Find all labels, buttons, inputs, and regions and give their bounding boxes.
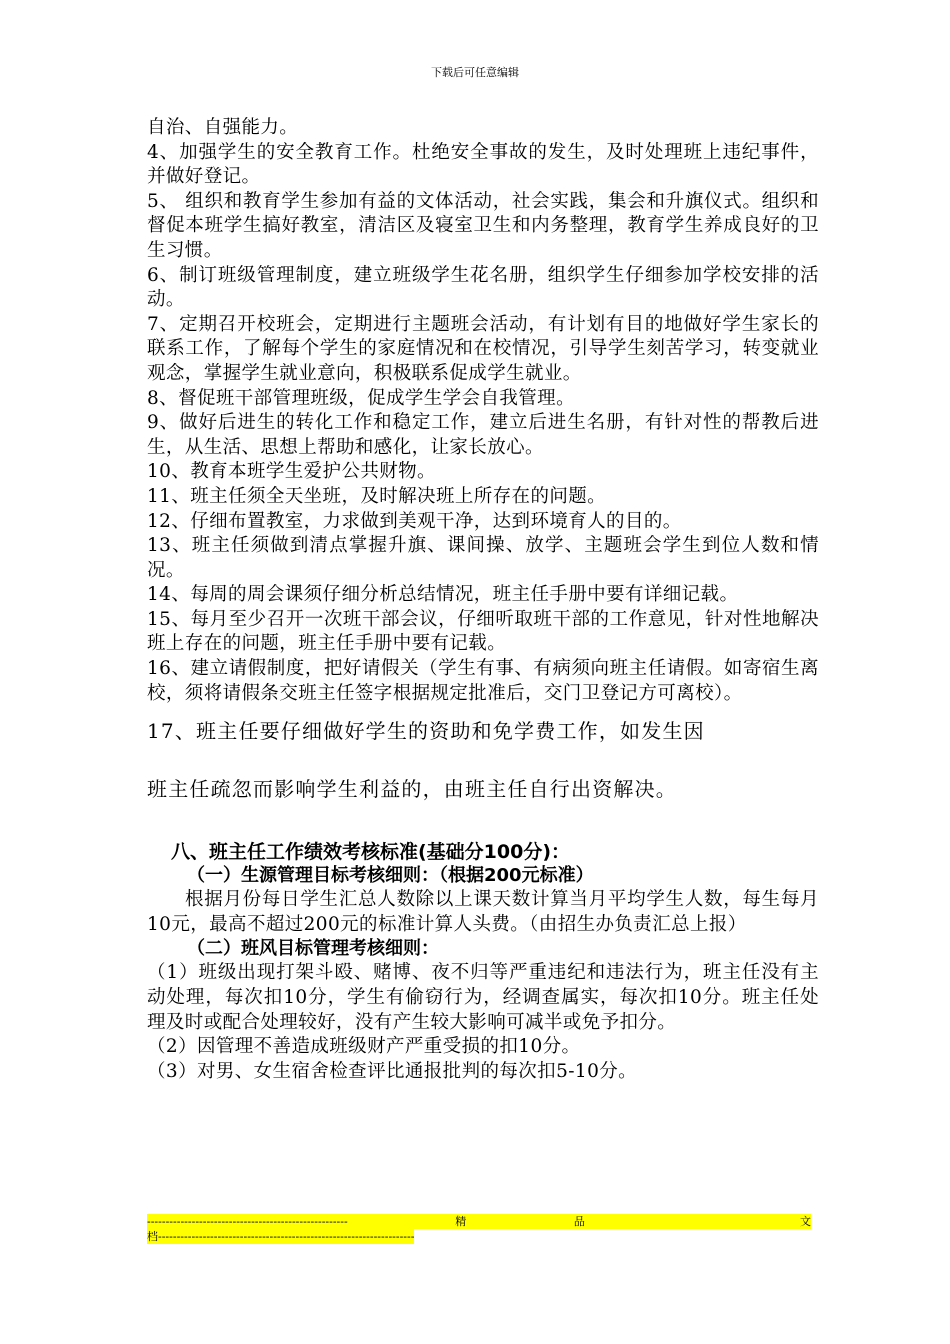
list-item: 11、班主任须全天坐班，及时解决班上所存在的问题。 bbox=[147, 485, 607, 507]
list-item: 13、班主任须做到清点掌握升旗、课间操、放学、主题班会学生到位人数和情况。 bbox=[147, 535, 819, 581]
list-item: 自治、自强能力。 bbox=[147, 117, 299, 138]
list-item: 10、教育本班学生爱护公共财物。 bbox=[147, 461, 436, 483]
item-17-line2: 班主任疏忽而影响学生利益的，由班主任自行出资解决。 bbox=[147, 777, 677, 802]
footer-char: 精 bbox=[455, 1215, 467, 1228]
subsection-heading-class-style: （二）班风目标管理考核细则： bbox=[187, 938, 439, 960]
subsection-heading-source: （一）生源管理目标考核细则：（根据200元标准） bbox=[187, 865, 594, 887]
section-heading: 八、班主任工作绩效考核标准(基础分100分)： bbox=[171, 841, 571, 864]
rule-item: （1）班级出现打架斗殴、赌博、夜不归等严重违纪和违法行为，班主任没有主动处理，每次扣10分，学生有偷窃行为，经调查属实，每次扣10分。班主任处理及时或配合处理较好，没有产生较大影响可减半或免予扣分。 bbox=[147, 962, 819, 1033]
footer-dashes: ------------------------------------------------------ bbox=[147, 1215, 348, 1228]
list-item: 14、每周的周会课须仔细分析总结情况，班主任手册中要有详细记载。 bbox=[147, 584, 739, 606]
list-item: 5、 组织和教育学生参加有益的文体活动，社会实践，集会和升旗仪式。组织和督促本班学生搞好教室，清洁区及寝室卫生和内务整理，教育学生养成良好的卫生习惯。 bbox=[147, 190, 819, 261]
list-item: 9、做好后进生的转化工作和稳定工作，建立后进生名册，有针对性的帮教后进生，从生活、思想上帮助和感化，让家长放心。 bbox=[147, 412, 819, 458]
subsection-text-source: 根据月份每日学生汇总人数除以上课天数计算当月平均学生人数，每生每月10元，最高不超过200元的标准计算人头费。（由招生办负责汇总上报） bbox=[147, 889, 819, 935]
footer-char: 品 bbox=[573, 1215, 585, 1228]
page-header: 下载后可任意编辑 bbox=[431, 66, 519, 79]
list-item: 16、建立请假制度，把好请假关（学生有事、有病须向班主任请假。如寄宿生离校，须将请假条交班主任签字根据规定批准后，交门卫登记方可离校）。 bbox=[147, 658, 819, 704]
document-body bbox=[147, 116, 819, 1084]
rule-item: （3）对男、女生宿舍检查评比通报批判的每次扣5-10分。 bbox=[147, 1060, 638, 1082]
footer-char: 文 bbox=[799, 1215, 811, 1228]
list-item: 6、制订班级管理制度，建立班级学生花名册，组织学生仔细参加学校安排的活动。 bbox=[147, 264, 819, 311]
list-item: 15、每月至少召开一次班干部会议，仔细听取班干部的工作意见，针对性地解决班上存在的问题，班主任手册中要有记载。 bbox=[147, 608, 819, 655]
list-item: 4、加强学生的安全教育工作。杜绝安全事故的发生，及时处理班上违纪事件，并做好登记。 bbox=[147, 141, 819, 188]
footer-line-1 bbox=[147, 1214, 811, 1229]
footer-line-2: 档--------------------------------------------------------------------- bbox=[147, 1230, 415, 1243]
list-item: 7、定期召开校班会，定期进行主题班会活动，有计划有目的地做好学生家长的联系工作，了解每个学生的家庭情况和在校情况，引导学生刻苦学习，转变就业观念，掌握学生就业意向，积极联系促成学生就业。 bbox=[147, 313, 819, 384]
list-item: 12、仔细布置教室，力求做到美观干净，达到环境育人的目的。 bbox=[147, 510, 682, 532]
rule-item: （2）因管理不善造成班级财产严重受损的扣10分。 bbox=[147, 1036, 581, 1058]
list-item: 8、督促班干部管理班级，促成学生学会自我管理。 bbox=[147, 387, 575, 409]
page-footer bbox=[147, 1214, 811, 1244]
item-17-line1: 17、班主任要仔细做好学生的资助和免学费工作，如发生因 bbox=[147, 719, 705, 744]
